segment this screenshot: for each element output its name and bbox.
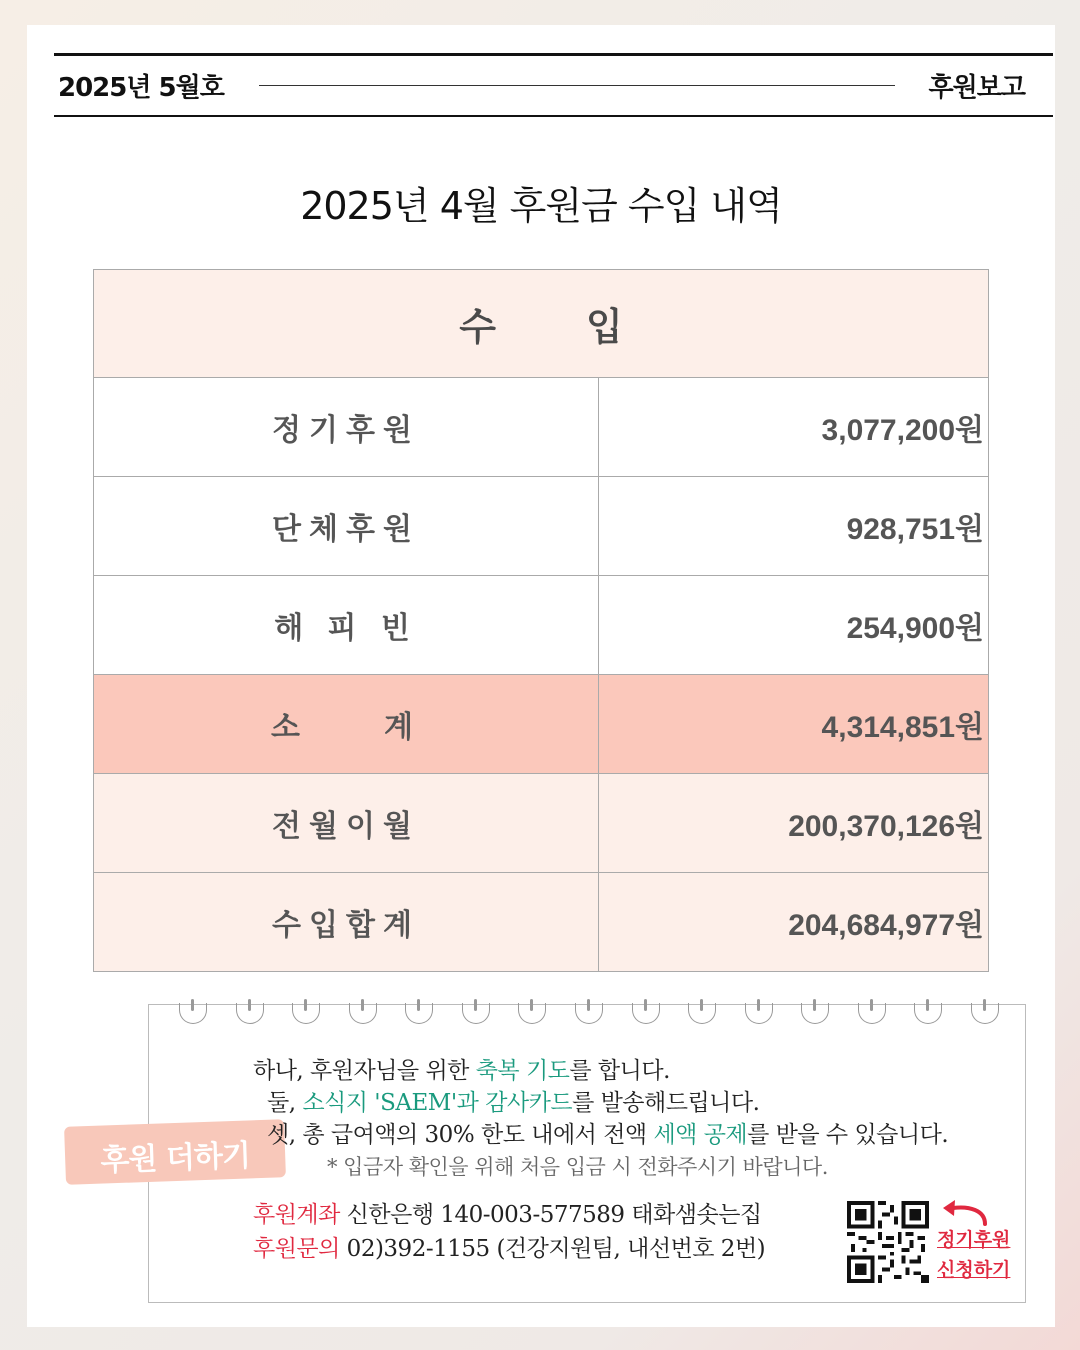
benefit-list	[253, 1055, 948, 1183]
table-row	[94, 774, 989, 873]
benefit-line-1: 하나, 후원자님을 위한 축복 기도를 합니다.	[253, 1058, 670, 1084]
row-label: 해 피 빈	[94, 576, 599, 675]
newsletter-page	[27, 25, 1055, 1327]
row-amount: 4,314,851원	[599, 675, 989, 774]
page-title: 2025년 4월 후원금 수입 내역	[300, 184, 782, 228]
benefit-line-3: 셋, 총 급여액의 30% 한도 내에서 전액 세액 공제를 받을 수 있습니다.	[267, 1122, 949, 1148]
header-right-char: 입	[586, 307, 623, 349]
issue-label: 2025년 5월호	[58, 73, 224, 103]
badge-label: 후원 더하기	[99, 1138, 251, 1179]
row-label: 수입합계	[94, 873, 599, 972]
row-amount: 204,684,977원	[599, 873, 989, 972]
table-row	[94, 576, 989, 675]
row-amount: 254,900원	[599, 576, 989, 675]
total-row	[94, 873, 989, 972]
donation-note-card	[99, 1004, 1026, 1303]
account-line: 후원계좌 신한은행 140-003-577589 태화샘솟는집	[253, 1202, 762, 1228]
row-amount: 928,751원	[599, 477, 989, 576]
row-label: 단체후원	[94, 477, 599, 576]
section-label: 후원보고	[928, 73, 1025, 103]
income-table-header	[94, 270, 989, 378]
header-top-rule	[54, 53, 1053, 56]
curved-arrow-icon	[939, 1198, 989, 1226]
row-label: 정기후원	[94, 378, 599, 477]
qr-code-icon[interactable]	[847, 1201, 929, 1283]
income-table	[93, 269, 989, 972]
account-info	[253, 1198, 765, 1266]
table-row	[94, 477, 989, 576]
regular-donation-link[interactable]: 정기후원 신청하기	[937, 1229, 1011, 1281]
table-row	[94, 378, 989, 477]
row-label: 소 계	[94, 675, 599, 774]
notepad-rings	[179, 1003, 999, 1029]
row-label: 전월이월	[94, 774, 599, 873]
inquiry-line: 후원문의 02)392-1155 (건강지원팀, 내선번호 2번)	[253, 1236, 766, 1262]
header-left-char: 수	[459, 307, 496, 349]
subtotal-row	[94, 675, 989, 774]
deposit-note: * 입금자 확인을 위해 처음 입금 시 전화주시기 바랍니다.	[327, 1155, 828, 1179]
row-amount: 200,370,126원	[599, 774, 989, 873]
header-bottom-rule	[54, 115, 1053, 117]
benefit-line-2: 둘, 소식지 'SAEM'과 감사카드를 발송해드립니다.	[267, 1090, 760, 1116]
header-mid-rule	[259, 85, 895, 86]
row-amount: 3,077,200원	[599, 378, 989, 477]
